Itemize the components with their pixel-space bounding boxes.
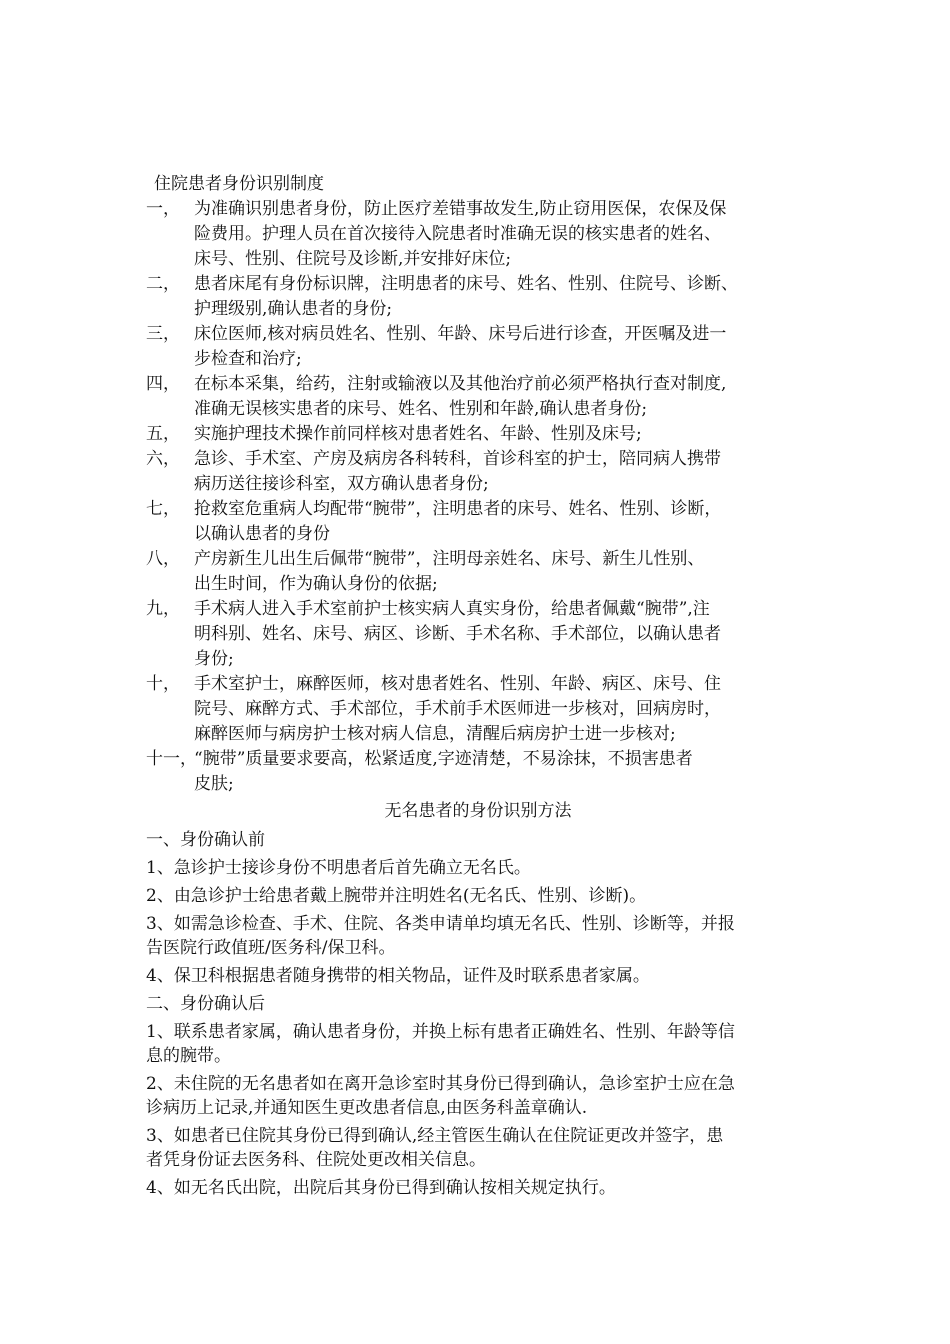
paragraph-line: 1、联系患者家属，确认患者身份，并换上标有患者正确姓名、性别、年龄等信 xyxy=(146,1022,735,1042)
rule-text-line: 皮肤; xyxy=(194,774,234,794)
rule-text-line: 在标本采集，给药，注射或输液以及其他治疗前必须严格执行查对制度, xyxy=(194,374,727,394)
paragraph-line: 1、急诊护士接诊身份不明患者后首先确立无名氏。 xyxy=(146,858,531,878)
rule-text-line: 身份; xyxy=(194,649,234,669)
rule-text-line: 实施护理技术操作前同样核对患者姓名、年龄、性别及床号; xyxy=(194,424,642,444)
rule-text-line: 产房新生儿出生后佩带“腕带”，注明母亲姓名、床号、新生儿性别、 xyxy=(194,549,705,569)
rule-text-line: 以确认患者的身份 xyxy=(194,524,330,544)
rule-number: 五， xyxy=(146,424,180,444)
rule-number: 二， xyxy=(146,274,180,294)
paragraph xyxy=(146,1176,810,1200)
section2-title: 无名患者的身份识别方法 xyxy=(384,801,572,821)
rule-text xyxy=(194,447,810,497)
rule-text xyxy=(194,322,810,372)
rule-text-line: 准确无误核实患者的床号、姓名、性别和年龄,确认患者身份; xyxy=(194,399,648,419)
rule-text xyxy=(194,497,810,547)
rule-text-line: 病历送往接诊科室，双方确认患者身份; xyxy=(194,474,489,494)
rule-text-line: 出生时间，作为确认身份的依据; xyxy=(194,574,438,594)
rule-text-line: 床位医师,核对病员姓名、性别、年龄、床号后进行诊查，开医嘱及进一 xyxy=(194,324,727,344)
paragraph xyxy=(146,912,810,960)
rule-text-line: 抢救室危重病人均配带“腕带”，注明患者的床号、姓名、性别、诊断， xyxy=(194,499,722,519)
document-title: 住院患者身份识别制度 xyxy=(154,174,324,194)
rule-item xyxy=(146,422,810,447)
rule-text-line: 护理级别,确认患者的身份; xyxy=(194,299,393,319)
paragraph-line: 4、如无名氏出院，出院后其身份已得到确认按相关规定执行。 xyxy=(146,1178,616,1198)
document-page xyxy=(146,172,810,1200)
rule-text xyxy=(194,597,810,672)
part2-paragraphs xyxy=(146,1020,810,1200)
rule-item xyxy=(146,272,810,322)
paragraph-line: 息的腕带。 xyxy=(146,1046,231,1066)
rules-list xyxy=(146,197,810,797)
rule-text-line: 麻醉医师与病房护士核对病人信息，清醒后病房护士进一步核对; xyxy=(194,724,676,744)
rule-number: 六， xyxy=(146,449,180,469)
rule-item xyxy=(146,547,810,597)
rule-text xyxy=(194,747,810,797)
paragraph xyxy=(146,964,810,988)
paragraph xyxy=(146,856,810,880)
rule-number: 三， xyxy=(146,324,180,344)
part1-paragraphs xyxy=(146,856,810,988)
paragraph-line: 3、如需急诊检查、手术、住院、各类申请单均填无名氏、性别、诊断等，并报 xyxy=(146,914,735,934)
rule-number: 十， xyxy=(146,674,180,694)
rule-text-line: 手术病人进入手术室前护士核实病人真实身份，给患者佩戴“腕带”,注 xyxy=(194,599,710,619)
rule-item xyxy=(146,747,810,797)
rule-text-line: “腕带”质量要求要高，松紧适度,字迹清楚，不易涂抹，不损害患者 xyxy=(194,749,693,769)
paragraph-line: 3、如患者已住院其身份已得到确认,经主管医生确认在住院证更改并签字，患 xyxy=(146,1126,724,1146)
rule-text xyxy=(194,422,810,447)
rule-text-line: 患者床尾有身份标识牌，注明患者的床号、姓名、性别、住院号、诊断、 xyxy=(194,274,738,294)
paragraph-line: 者凭身份证去医务科、住院处更改相关信息。 xyxy=(146,1150,486,1170)
rule-item xyxy=(146,597,810,672)
rule-number: 四， xyxy=(146,374,180,394)
paragraph xyxy=(146,1020,810,1068)
rule-text xyxy=(194,672,810,747)
rule-number: 八， xyxy=(146,549,180,569)
rule-text-line: 院号、麻醉方式、手术部位，手术前手术医师进一步核对，回病房时， xyxy=(194,699,721,719)
rule-text-line: 步检查和治疗; xyxy=(194,349,302,369)
paragraph xyxy=(146,1072,810,1120)
rule-text-line: 险费用。护理人员在首次接待入院患者时准确无误的核实患者的姓名、 xyxy=(194,224,721,244)
paragraph-line: 告医院行政值班/医务科/保卫科。 xyxy=(146,938,396,958)
paragraph-line: 2、未住院的无名患者如在离开急诊室时其身份已得到确认，急诊室护士应在急 xyxy=(146,1074,735,1094)
rule-text xyxy=(194,272,810,322)
rule-text-line: 为准确识别患者身份，防止医疗差错事故发生,防止窃用医保，农保及保 xyxy=(194,199,727,219)
paragraph xyxy=(146,1124,810,1172)
rule-item xyxy=(146,497,810,547)
rule-item xyxy=(146,672,810,747)
rule-text-line: 急诊、手术室、产房及病房各科转科，首诊科室的护士，陪同病人携带 xyxy=(194,449,721,469)
paragraph-line: 2、由急诊护士给患者戴上腕带并注明姓名(无名氏、性别、诊断)。 xyxy=(146,886,647,906)
rule-item xyxy=(146,197,810,272)
paragraph-line: 4、保卫科根据患者随身携带的相关物品，证件及时联系患者家属。 xyxy=(146,966,650,986)
rule-number: 九， xyxy=(146,599,180,619)
rule-item xyxy=(146,447,810,497)
part1-heading: 一、身份确认前 xyxy=(146,830,265,850)
rule-text-line: 床号、性别、住院号及诊断,并安排好床位; xyxy=(194,249,512,269)
rule-text xyxy=(194,372,810,422)
rule-number: 十一， xyxy=(146,749,197,769)
rule-number: 一， xyxy=(146,199,180,219)
part2-heading: 二、身份确认后 xyxy=(146,994,265,1014)
paragraph-line: 诊病历上记录,并通知医生更改患者信息,由医务科盖章确认. xyxy=(146,1098,588,1118)
rule-item xyxy=(146,322,810,372)
rule-text-line: 明科别、姓名、床号、病区、诊断、手术名称、手术部位，以确认患者 xyxy=(194,624,721,644)
rule-text xyxy=(194,547,810,597)
paragraph xyxy=(146,884,810,908)
rule-text-line: 手术室护士，麻醉医师，核对患者姓名、性别、年龄、病区、床号、住 xyxy=(194,674,721,694)
rule-item xyxy=(146,372,810,422)
rule-number: 七， xyxy=(146,499,180,519)
rule-text xyxy=(194,197,810,272)
